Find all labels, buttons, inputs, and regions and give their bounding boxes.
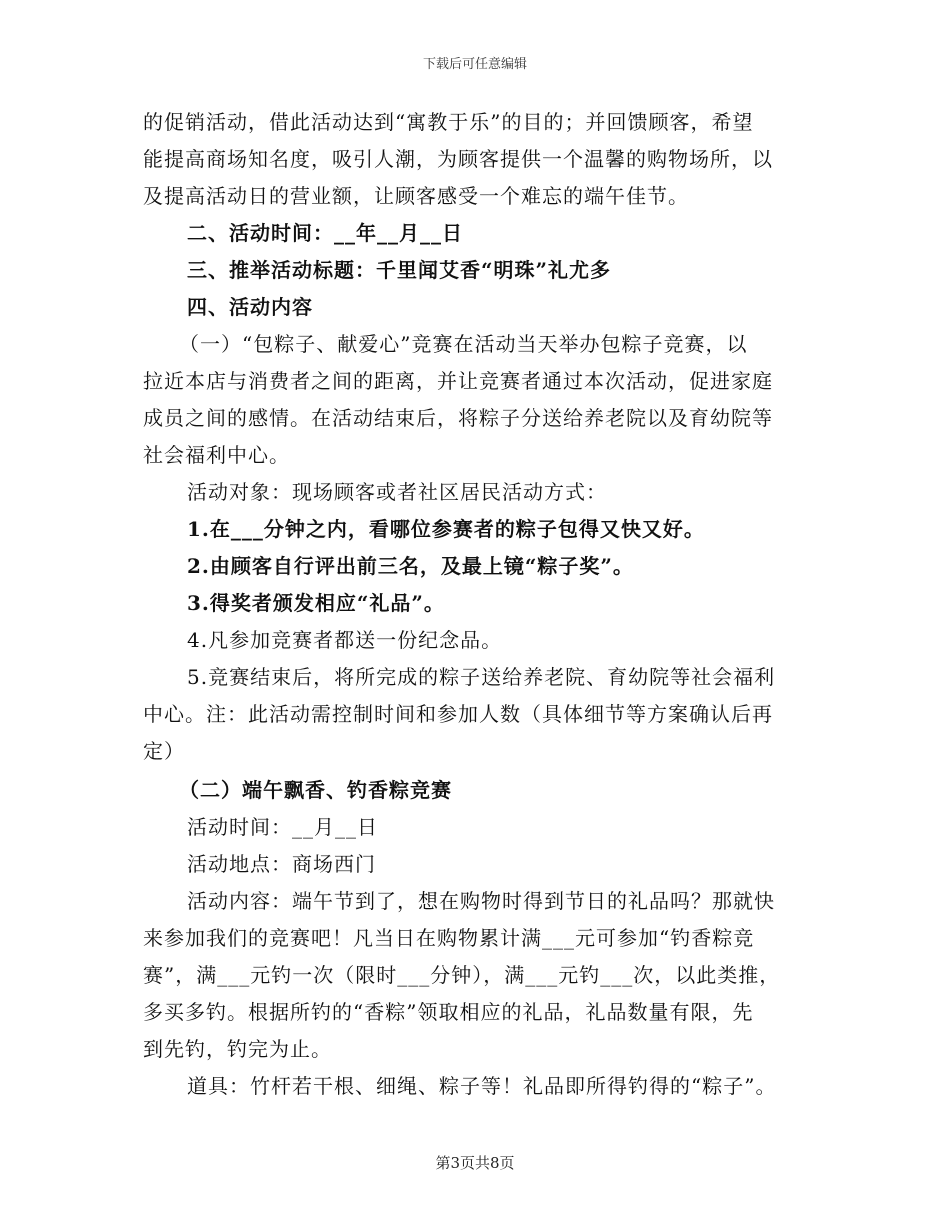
paragraph-line: 中心。注：此活动需控制时间和参加人数（具体细节等方案确认后再 (143, 702, 773, 726)
list-item: 4.凡参加竞赛者都送一份纪念品。 (187, 628, 503, 652)
paragraph-line: 来参加我们的竞赛吧！凡当日在购物累计满___元可参加“钓香粽竞 (143, 926, 755, 950)
paragraph-line: 拉近本店与消费者之间的距离，并让竞赛者通过本次活动，促进家庭 (143, 369, 773, 393)
list-item: 5.竞赛结束后，将所完成的粽子送给养老院、育幼院等社会福利 (187, 665, 776, 689)
paragraph-line: 到先钓，钓完为止。 (143, 1037, 332, 1061)
paragraph-line: 能提高商场知名度，吸引人潮，为顾客提供一个温馨的购物场所，以 (143, 147, 773, 171)
paragraph-line: 赛”，满___元钓一次（限时___分钟），满___元钓___次，以此类推， (143, 963, 781, 987)
subsection-heading: （二）端午飘香、钓香粽竞赛 (179, 778, 452, 802)
paragraph-line: 道具：竹杆若干根、细绳、粽子等！礼品即所得钓得的“粽子”。 (187, 1074, 777, 1098)
list-item: 1.在___分钟之内，看哪位参赛者的粽子包得又快又好。 (187, 517, 705, 541)
header-note: 下载后可任意编辑 (422, 57, 527, 72)
section-heading-title: 三、推举活动标题：千里闻艾香“明珠”礼尤多 (187, 258, 612, 282)
paragraph-line: 及提高活动日的营业额，让顾客感受一个难忘的端午佳节。 (143, 184, 689, 208)
paragraph-line: 成员之间的感情。在活动结束后，将粽子分送给养老院以及育幼院等 (143, 406, 773, 430)
paragraph-line: 活动内容：端午节到了，想在购物时得到节日的礼品吗？那就快 (187, 889, 775, 913)
paragraph-line: （一）“包粽子、献爱心”竞赛在活动当天举办包粽子竞赛，以 (179, 332, 748, 356)
paragraph-line: 活动对象：现场顾客或者社区居民活动方式： (187, 480, 607, 504)
paragraph-line: 定） (143, 739, 185, 763)
section-heading-content: 四、活动内容 (187, 295, 313, 319)
paragraph-line: 的促销活动，借此活动达到“寓教于乐”的目的；并回馈顾客，希望 (143, 110, 754, 134)
paragraph-line: 多买多钓。根据所钓的“香粽”领取相应的礼品，礼品数量有限，先 (143, 1000, 754, 1024)
paragraph-line: 社会福利中心。 (143, 443, 290, 467)
paragraph-line: 活动时间：__月__日 (187, 815, 378, 839)
document-body (143, 104, 803, 1105)
paragraph-line: 活动地点：商场西门 (187, 852, 376, 876)
page-number: 第3页共8页 (435, 1154, 515, 1172)
section-heading-time: 二、活动时间：__年__月__日 (187, 221, 463, 245)
list-item: 3.得奖者颁发相应“礼品”。 (187, 591, 445, 615)
list-item: 2.由顾客自行评出前三名，及最上镜“粽子奖”。 (187, 554, 634, 578)
